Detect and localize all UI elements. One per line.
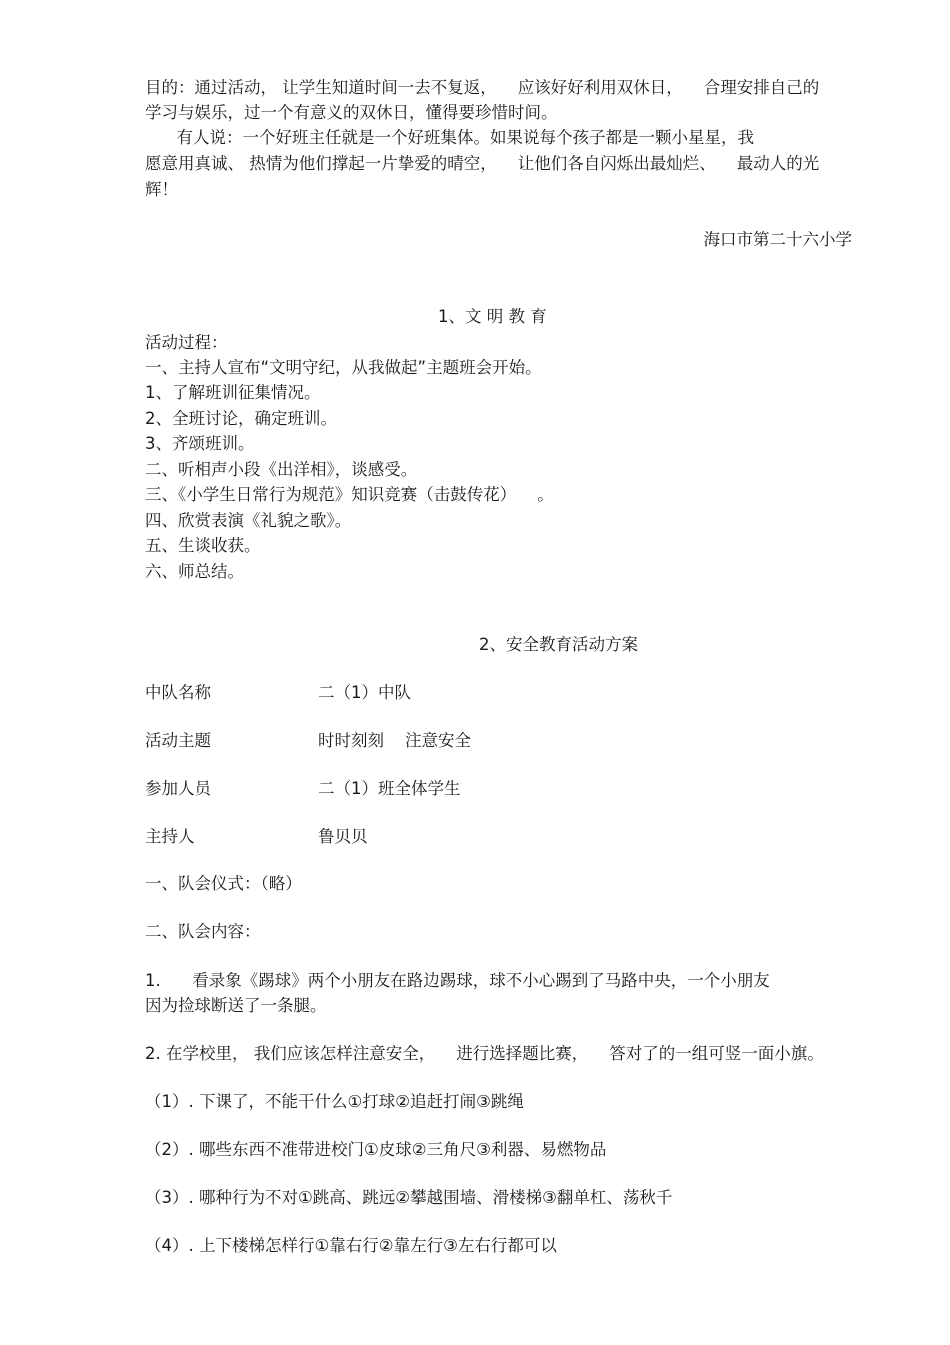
section1-item: 3、齐颂班训。 [145,434,255,453]
section1-item: 三、《小学生日常行为规范》知识竞赛（击鼓传花） 。 [145,485,554,504]
section1-title: 1、文 明 教 育 [438,307,547,326]
section1-item: 2、全班讨论，确定班训。 [145,409,337,428]
section1-item: 五、生谈收获。 [145,536,261,555]
quote-line-1: 有人说：一个好班主任就是一个好班集体。如果说每个孩子都是一颗小星星，我 [145,128,754,147]
section1-item: 六、师总结。 [145,562,244,581]
quiz-question: （4）. 上下楼梯怎样行①靠右行②靠左行③左右行都可以 [145,1236,557,1255]
section1-item: 1、了解班训征集情况。 [145,383,321,402]
content-heading: 二、队会内容： [145,922,261,941]
paragraph-2: 2. 在学校里， 我们应该怎样注意安全， 进行选择题比赛， 答对了的一组可竖一面小旗。 [145,1044,824,1063]
purpose-line-1: 目的：通过活动， 让学生知道时间一去不复返， 应该好好利用双休日， 合理安排自己的 [145,78,820,97]
section2-title: 2、安全教育活动方案 [479,635,638,654]
ceremony-line: 一、队会仪式：（略） [145,874,302,893]
field-label: 主持人 [145,827,195,846]
quiz-question: （3）. 哪种行为不对①跳高、跳远②攀越围墙、滑楼梯③翻单杠、荡秋千 [145,1188,673,1207]
school-name: 海口市第二十六小学 [703,230,852,249]
paragraph-1-line-1: 1. 看录象《踢球》两个小朋友在路边踢球，球不小心踢到了马路中央，一个小朋友 [145,971,770,990]
purpose-line-2: 学习与娱乐，过一个有意义的双休日，懂得要珍惜时间。 [145,103,558,122]
quote-line-2: 愿意用真诚、 热情为他们撑起一片挚爱的晴空， 让他们各自闪烁出最灿烂、 最动人的光 [145,154,820,173]
section1-item: 四、欣赏表演《礼貌之歌》。 [145,511,352,530]
paragraph-1-line-2: 因为捡球断送了一条腿。 [145,996,327,1015]
field-value: 时时刻刻 注意安全 [318,731,471,750]
section1-item: 二、听相声小段《出洋相》，谈感受。 [145,460,418,479]
section1-item: 活动过程： [145,333,228,352]
field-label: 参加人员 [145,779,211,798]
quote-line-3: 辉！ [145,180,178,199]
quiz-question: （2）. 哪些东西不准带进校门①皮球②三角尺③利器、易燃物品 [145,1140,607,1159]
field-label: 中队名称 [145,683,211,702]
field-value: 二（1）中队 [318,683,411,702]
field-value: 二（1）班全体学生 [318,779,461,798]
section1-item: 一、主持人宣布“文明守纪，从我做起”主题班会开始。 [145,358,542,377]
field-label: 活动主题 [145,731,211,750]
field-value: 鲁贝贝 [318,827,368,846]
quiz-question: （1）. 下课了，不能干什么①打球②追赶打闹③跳绳 [145,1092,524,1111]
